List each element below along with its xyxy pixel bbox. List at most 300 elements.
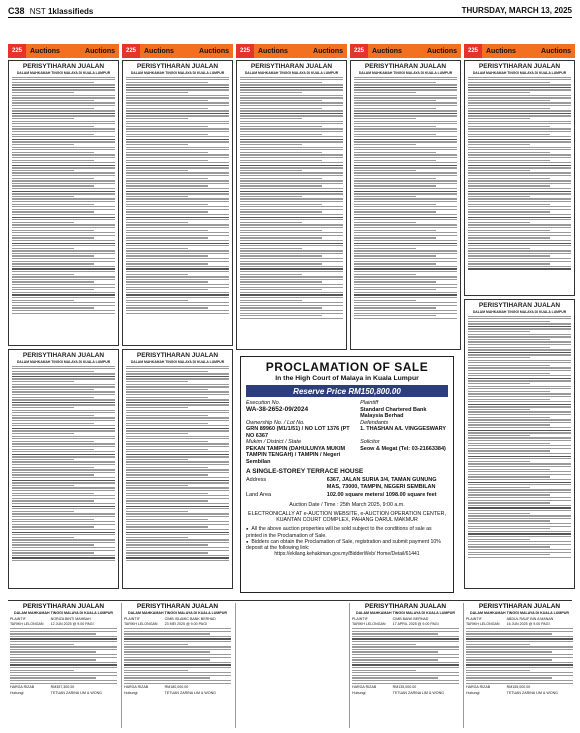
fine-print-line xyxy=(468,154,571,155)
fine-print-line xyxy=(10,657,117,658)
fine-print-line xyxy=(126,191,229,192)
field-label: HARGA RIZAB xyxy=(124,685,149,690)
fine-print-line xyxy=(12,506,115,507)
fine-print-line xyxy=(12,287,115,288)
tab-label: Auctions xyxy=(372,47,402,55)
fine-print-line xyxy=(126,428,229,429)
fine-print-line xyxy=(354,198,457,199)
fine-print-line xyxy=(468,531,571,532)
fine-print-line xyxy=(240,258,343,259)
fine-print-line xyxy=(126,537,188,538)
fine-print-line xyxy=(354,89,457,90)
fine-print-line xyxy=(468,430,571,431)
fine-print-line xyxy=(240,123,343,124)
fine-print-line xyxy=(240,300,302,301)
fine-print-line xyxy=(240,113,343,114)
fine-print-line xyxy=(12,240,115,241)
fine-print-line xyxy=(354,253,457,254)
fine-print-line xyxy=(240,219,343,220)
fine-print-line xyxy=(12,160,94,161)
tab-label: Auctions xyxy=(427,47,457,55)
notice-title: PERISYTIHARAN JUALAN xyxy=(364,63,447,70)
fine-print-line xyxy=(352,672,459,673)
fine-print-line xyxy=(468,162,571,163)
fine-print-line xyxy=(468,235,571,236)
field-value: TETUAN ZARINA LIM & WONG xyxy=(506,690,558,695)
fine-print-line xyxy=(12,417,115,418)
fine-print-line xyxy=(354,209,457,210)
fine-print-line xyxy=(354,235,457,236)
fine-print-line xyxy=(12,384,115,385)
fine-print-line xyxy=(468,258,571,259)
fine-print-line xyxy=(468,367,571,368)
fine-print-line xyxy=(126,235,229,236)
fine-print-line xyxy=(354,315,436,316)
fine-print-line xyxy=(126,560,229,561)
fine-print-line xyxy=(468,391,550,392)
fine-print-line xyxy=(12,82,94,83)
fine-print-line xyxy=(466,662,573,663)
fine-print-line xyxy=(126,482,229,483)
fine-print-line xyxy=(12,157,115,158)
fine-print-line xyxy=(466,651,552,652)
fine-print-line xyxy=(10,644,74,645)
fine-print-line xyxy=(124,657,231,658)
fine-print-line xyxy=(126,209,229,210)
section-tab xyxy=(122,44,233,58)
fine-print-line xyxy=(12,521,115,522)
fine-print-line xyxy=(12,307,94,308)
fine-print-line xyxy=(354,245,457,246)
fine-print-line xyxy=(126,240,229,241)
fine-print-line xyxy=(12,391,115,392)
fine-print-line xyxy=(10,662,117,663)
fine-print-line xyxy=(240,237,322,238)
fine-print-line xyxy=(12,121,115,122)
fine-print-line xyxy=(240,255,322,256)
fine-print-line xyxy=(354,281,436,282)
fine-print-line xyxy=(240,281,322,282)
fine-print-line xyxy=(126,521,229,522)
fine-print-line xyxy=(12,487,115,488)
fine-print-line xyxy=(124,675,231,676)
fine-print-line xyxy=(354,121,457,122)
fine-print-line xyxy=(124,670,188,671)
fine-print-line xyxy=(354,305,457,306)
fine-print-line xyxy=(126,230,208,231)
fine-print-line xyxy=(354,79,457,80)
fine-print-line xyxy=(354,222,416,223)
fine-print-line xyxy=(12,165,115,166)
fine-print-line xyxy=(10,677,96,678)
fine-print-line xyxy=(12,113,115,114)
fine-print-line xyxy=(240,198,343,199)
property-address xyxy=(246,477,448,490)
fine-print-line xyxy=(12,381,74,382)
fine-print-line xyxy=(126,118,188,119)
fine-print-line xyxy=(12,147,115,148)
fine-print-line xyxy=(126,268,229,269)
fine-print-line xyxy=(468,349,571,350)
fine-print-line xyxy=(468,549,571,550)
fine-print-line xyxy=(124,644,188,645)
bottom-notice xyxy=(464,603,575,728)
fine-print-line xyxy=(468,386,571,387)
fine-print-line xyxy=(354,243,457,244)
fine-print-line xyxy=(354,92,416,93)
fine-print-line xyxy=(352,638,459,639)
fine-print-line xyxy=(240,157,343,158)
fine-print-line xyxy=(466,683,573,684)
notice-court: DALAM MAHKAMAH TINGGI MALAYA DI KUALA LUMPUR xyxy=(130,360,225,364)
fine-print-line xyxy=(126,222,188,223)
notice-title: PERISYTIHARAN JUALAN xyxy=(478,63,561,70)
field-value: RM135,000.00 xyxy=(392,685,417,690)
fine-print-line xyxy=(354,110,457,111)
fine-print-line xyxy=(240,248,302,249)
fine-print-line xyxy=(468,77,571,78)
fine-print-line xyxy=(240,77,343,78)
fine-print-line xyxy=(126,526,208,527)
fine-print-line xyxy=(468,243,571,244)
fine-print-line xyxy=(12,300,74,301)
fine-print-line xyxy=(354,95,457,96)
fine-print-line xyxy=(12,162,115,163)
fine-print-line xyxy=(240,235,343,236)
fine-print-line xyxy=(12,263,94,264)
fine-print-line xyxy=(126,441,208,442)
field-value: 23 MEI 2025 @ 9.00 PAGI xyxy=(164,622,207,627)
fine-print-line xyxy=(12,136,115,137)
fine-print-line xyxy=(12,217,115,218)
fine-print-line xyxy=(126,472,229,473)
field-value: RM155,000.00 xyxy=(506,685,531,690)
fine-print-line xyxy=(468,440,571,441)
fine-print-line xyxy=(354,240,457,241)
plaintiff: Standard Chartered Bank Malaysia Berhad xyxy=(360,406,427,419)
fine-print-line xyxy=(12,469,115,470)
fine-print-line xyxy=(12,552,94,553)
fine-print-line xyxy=(12,433,74,434)
fine-print-line xyxy=(240,108,322,109)
fine-print-line xyxy=(240,79,343,80)
fine-print-line xyxy=(126,113,229,114)
ownership: GRN 89960 (M1/1/51) / NO LOT 1376 (PT NO 6367 xyxy=(246,426,350,439)
fine-print-line xyxy=(12,428,115,429)
fine-print-line xyxy=(124,631,231,632)
fine-print-line xyxy=(240,141,343,142)
fine-print-line xyxy=(354,139,457,140)
fine-print-line xyxy=(354,188,457,189)
notice-court: DALAM MAHKAMAH TINGGI MALAYA DI KUALA LUMPUR xyxy=(470,611,569,615)
fine-print-line xyxy=(12,294,115,295)
fine-print-line xyxy=(468,263,550,264)
fine-print-line xyxy=(126,446,229,447)
fine-print-line xyxy=(126,149,229,150)
fine-print-line xyxy=(468,404,571,405)
fine-print-line xyxy=(126,79,229,80)
fine-print-line xyxy=(354,147,457,148)
fine-print-line xyxy=(468,167,571,168)
fine-print-line xyxy=(466,631,573,632)
fine-print-line xyxy=(354,294,457,295)
fine-print-line xyxy=(12,508,115,509)
fine-print-line xyxy=(240,105,343,106)
fine-print-line xyxy=(468,479,571,480)
fine-print-line xyxy=(126,511,188,512)
fine-print-line xyxy=(468,375,571,376)
fine-print-line xyxy=(352,662,459,663)
fine-print-line xyxy=(240,136,343,137)
fine-print-line xyxy=(126,425,229,426)
fine-print-line xyxy=(126,100,208,101)
bottom-notice xyxy=(8,603,119,728)
fine-print-line xyxy=(12,183,115,184)
fine-print-line xyxy=(12,420,115,421)
fine-print-line xyxy=(126,175,229,176)
fine-print-line xyxy=(126,115,229,116)
fine-print-line xyxy=(124,664,231,665)
fine-print-line xyxy=(126,154,229,155)
fine-print-line xyxy=(12,261,115,262)
notice-title: PERISYTIHARAN JUALAN xyxy=(478,603,561,610)
fine-print-line xyxy=(352,651,438,652)
fine-print-line xyxy=(468,463,571,464)
fine-print-line xyxy=(468,217,571,218)
fine-print-line xyxy=(126,373,229,374)
fine-print-line xyxy=(126,443,229,444)
fine-print-line xyxy=(12,128,115,129)
fine-print-line xyxy=(12,366,115,367)
fine-print-line xyxy=(126,307,208,308)
fine-print-line xyxy=(10,638,117,639)
fine-print-line xyxy=(468,401,571,402)
fine-print-line xyxy=(468,323,571,324)
fine-print-line xyxy=(468,383,530,384)
fine-print-line xyxy=(468,484,571,485)
fine-print-line xyxy=(468,105,571,106)
fine-print-line xyxy=(126,438,229,439)
fine-print-line xyxy=(468,331,530,332)
auction-date: Auction Date / Time : 25th March 2025, 9:00 a.m. xyxy=(289,501,405,508)
fine-print-line xyxy=(126,224,229,225)
fine-print-line xyxy=(12,95,115,96)
fine-print-line xyxy=(468,185,550,186)
fine-print-line xyxy=(126,415,208,416)
fine-print-line xyxy=(124,667,231,668)
fine-print-line xyxy=(352,631,459,632)
fine-print-line xyxy=(126,557,229,558)
fine-print-line xyxy=(124,677,210,678)
fine-print-line xyxy=(468,393,571,394)
fine-print-line xyxy=(12,214,115,215)
fine-print-line xyxy=(12,519,94,520)
fine-print-line xyxy=(126,547,229,548)
fine-print-line xyxy=(12,211,94,212)
fine-print-line xyxy=(12,281,94,282)
exec-no-label: Execution No. xyxy=(246,400,281,406)
fine-print-line xyxy=(12,170,74,171)
fine-print-line xyxy=(126,539,229,540)
fine-print-line xyxy=(354,204,436,205)
fine-print-line xyxy=(240,318,343,319)
fine-print-line xyxy=(126,480,229,481)
fine-print-line xyxy=(468,492,571,493)
fine-print-line xyxy=(468,494,550,495)
fine-print-line xyxy=(126,183,229,184)
fine-print-line xyxy=(240,175,343,176)
fine-print-line xyxy=(466,646,573,647)
solicitor-label: Solicitor xyxy=(360,439,380,445)
fine-print-line xyxy=(126,201,229,202)
fine-print-line xyxy=(240,302,343,303)
field-label: PLAINTIF xyxy=(466,616,482,621)
fine-print-line xyxy=(126,92,188,93)
fine-print-line xyxy=(468,126,550,127)
fine-print-line xyxy=(126,516,229,517)
fine-print-line xyxy=(12,389,94,390)
fine-print-line xyxy=(468,123,571,124)
fine-print-line xyxy=(352,675,459,676)
fine-print-line xyxy=(12,222,74,223)
fine-print-line xyxy=(468,147,571,148)
fine-print-line xyxy=(124,654,231,655)
fine-print-line xyxy=(126,412,229,413)
column-divider xyxy=(235,603,236,728)
fine-print-line xyxy=(12,258,115,259)
fine-print-line xyxy=(12,227,115,228)
fine-print-line xyxy=(468,92,530,93)
fine-print-line xyxy=(126,237,208,238)
fine-print-line xyxy=(126,211,208,212)
fine-print-line xyxy=(12,313,115,314)
fine-print-line xyxy=(240,118,302,119)
fine-print-line xyxy=(354,287,457,288)
fine-print-line xyxy=(126,245,229,246)
fine-print-line xyxy=(354,113,457,114)
fine-print-line xyxy=(12,407,74,408)
fine-print-line xyxy=(354,102,457,103)
fine-print-line xyxy=(126,276,229,277)
notice-title: PERISYTIHARAN JUALAN xyxy=(364,603,447,610)
fine-print-line xyxy=(240,183,343,184)
fine-print-line xyxy=(354,284,457,285)
fine-print-line xyxy=(12,180,115,181)
fine-print-line xyxy=(126,454,229,455)
fine-print-line xyxy=(354,237,436,238)
fine-print-line xyxy=(240,191,343,192)
fine-print-line xyxy=(126,529,229,530)
ownership-label: Ownership No. / Lot No. xyxy=(246,419,305,426)
fine-print-line xyxy=(468,170,530,171)
fine-print-line xyxy=(12,500,94,501)
fine-print-line xyxy=(12,477,115,478)
fine-print-line xyxy=(352,644,416,645)
fine-print-line xyxy=(352,657,459,658)
fine-print-line xyxy=(354,224,457,225)
fine-print-line xyxy=(468,232,571,233)
fine-print-line xyxy=(468,450,550,451)
fine-print-line xyxy=(12,534,115,535)
fine-print-line xyxy=(354,318,457,319)
fine-print-line xyxy=(468,362,571,363)
fine-print-line xyxy=(126,274,188,275)
fine-print-line xyxy=(12,459,74,460)
field-label: TARIKH LELONGAN xyxy=(124,622,158,627)
fine-print-line xyxy=(468,144,530,145)
fine-print-line xyxy=(126,160,208,161)
fine-print-line xyxy=(12,480,115,481)
fine-print-line xyxy=(354,289,436,290)
fine-print-line xyxy=(354,77,457,78)
fine-print-line xyxy=(12,185,94,186)
notice-column xyxy=(122,60,233,592)
fine-print-line xyxy=(354,196,416,197)
fine-print-line xyxy=(12,77,115,78)
fine-print-line xyxy=(354,302,457,303)
bidder-link[interactable]: https://ekilang.kehakiman.gov.my/BidderWeb/ Home/Detail/61441 xyxy=(274,551,420,558)
fine-print-line xyxy=(126,389,208,390)
fine-print-line xyxy=(126,102,229,103)
field-label: PLAINTIF xyxy=(10,616,26,621)
field-value: CIMB BANK BERHAD xyxy=(392,616,429,621)
field-label: Hubungi xyxy=(10,690,24,695)
fine-print-line xyxy=(12,250,115,251)
fine-print-line xyxy=(12,438,115,439)
fine-print-line xyxy=(126,485,188,486)
fine-print-line xyxy=(12,224,115,225)
section-tab xyxy=(236,44,347,58)
issue-date: THURSDAY, MARCH 13, 2025 xyxy=(461,6,572,15)
fine-print-line xyxy=(468,432,571,433)
proclamation-row xyxy=(246,439,448,465)
fine-print-line xyxy=(468,497,571,498)
fine-print-line xyxy=(12,201,115,202)
fine-print-line xyxy=(12,493,94,494)
field-label: PLAINTIF xyxy=(124,616,140,621)
notice-title: PERISYTIHARAN JUALAN xyxy=(250,63,333,70)
fine-print-line xyxy=(12,449,94,450)
fine-print-line xyxy=(126,227,229,228)
fine-print-line xyxy=(468,554,550,555)
fine-print-line xyxy=(126,391,229,392)
fine-print-line xyxy=(468,510,571,511)
fine-print-line xyxy=(126,310,229,311)
fine-print-line xyxy=(10,633,96,634)
fine-print-line xyxy=(354,105,457,106)
fine-print-line xyxy=(12,175,115,176)
tab-label: Auctions xyxy=(486,47,516,55)
fine-print-line xyxy=(468,453,571,454)
fine-print-line xyxy=(240,92,302,93)
fine-print-line xyxy=(12,126,94,127)
fine-print-line xyxy=(468,115,571,116)
notice-column xyxy=(236,60,347,353)
fine-print-line xyxy=(126,126,208,127)
fine-print-line xyxy=(468,541,571,542)
fine-print-line xyxy=(12,84,115,85)
fine-print-line xyxy=(468,82,550,83)
fine-print-line xyxy=(10,659,96,660)
fine-print-line xyxy=(10,670,74,671)
fine-print-line xyxy=(354,191,457,192)
fine-print-line xyxy=(12,245,115,246)
field-value: 12 JUN 2025 @ 9.00 PAGI xyxy=(50,622,94,627)
fine-print-line xyxy=(240,232,343,233)
notice-court: DALAM MAHKAMAH TINGGI MALAYA DI KUALA LUMPUR xyxy=(472,71,567,75)
fine-print-line xyxy=(124,641,231,642)
fine-print-line xyxy=(12,555,115,556)
